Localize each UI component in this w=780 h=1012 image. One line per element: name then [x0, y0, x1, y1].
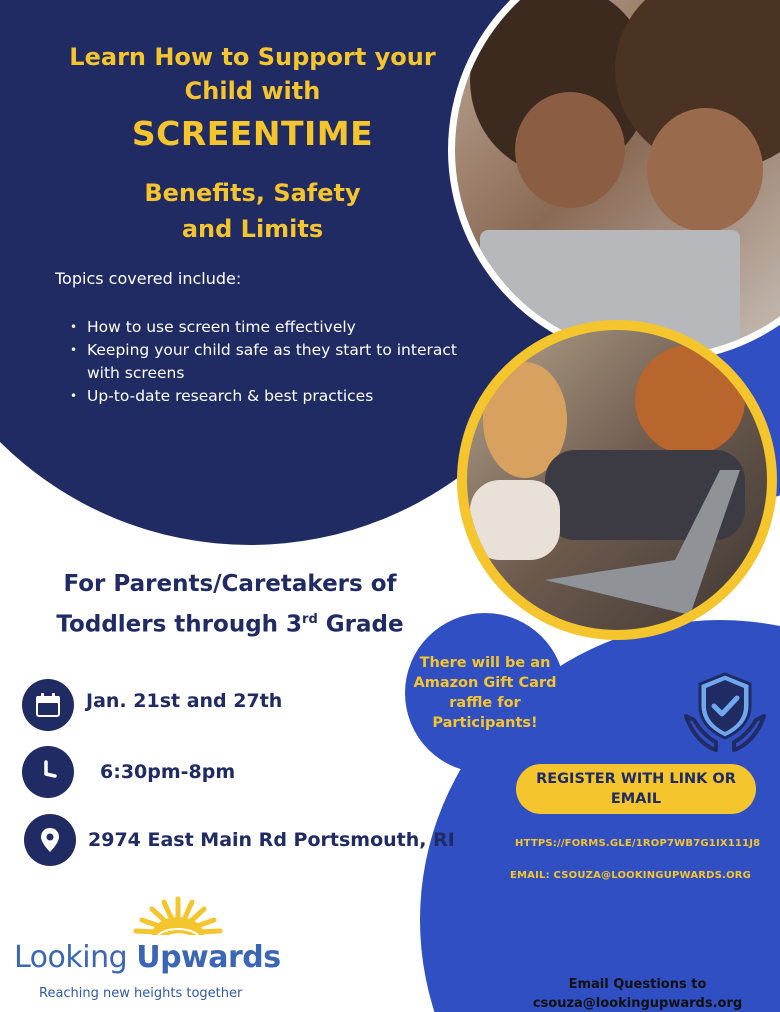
- event-location: 2974 East Main Rd Portsmouth, RI: [88, 829, 455, 851]
- registration-email[interactable]: EMAIL: CSOUZA@LOOKINGUPWARDS.ORG: [510, 870, 752, 881]
- title-line-2: Child with: [184, 77, 321, 105]
- clock-icon: [22, 746, 74, 798]
- subtitle-block: [30, 175, 475, 247]
- contact-block: [505, 975, 770, 1012]
- list-item: • Up-to-date research & best practices: [70, 385, 470, 408]
- contact-email[interactable]: csouza@lookingupwards.org: [532, 996, 743, 1011]
- registration-link[interactable]: HTTPS://FORMS.GLE/1ROP7WB7G1IX111J8: [515, 838, 761, 849]
- title-line-1: Learn How to Support your: [69, 43, 436, 71]
- topics-heading: Topics covered include:: [55, 269, 242, 288]
- raffle-badge: [405, 613, 565, 773]
- topics-list: [70, 316, 470, 408]
- title-emphasis: SCREENTIME: [131, 114, 374, 153]
- audience-line-2: Toddlers through 3rd Grade: [56, 611, 404, 638]
- logo-tagline: Reaching new heights together: [39, 986, 243, 1001]
- subtitle-line-2: and Limits: [181, 215, 324, 243]
- audience-line-1: For Parents/Caretakers of: [63, 571, 397, 597]
- sun-logo-icon: [128, 893, 228, 945]
- location-pin-icon: [24, 814, 76, 866]
- event-dates: Jan. 21st and 27th: [86, 690, 283, 712]
- logo-wordmark: Looking Upwards: [14, 940, 281, 975]
- register-button[interactable]: REGISTER WITH LINK OR EMAIL: [516, 764, 756, 814]
- raffle-text: There will be an Amazon Gift Card raffle for Participants!: [413, 655, 557, 731]
- list-item: • Keeping your child safe as they start to interact with screens: [70, 339, 470, 385]
- shield-check-icon: [680, 668, 770, 758]
- subtitle-line-1: Benefits, Safety: [144, 179, 361, 207]
- calendar-icon: [22, 679, 74, 731]
- event-time: 6:30pm-8pm: [100, 761, 236, 783]
- title-block: [30, 40, 475, 108]
- list-item: • How to use screen time effectively: [70, 316, 470, 339]
- audience-heading: [30, 566, 430, 643]
- contact-label: Email Questions to: [568, 977, 707, 992]
